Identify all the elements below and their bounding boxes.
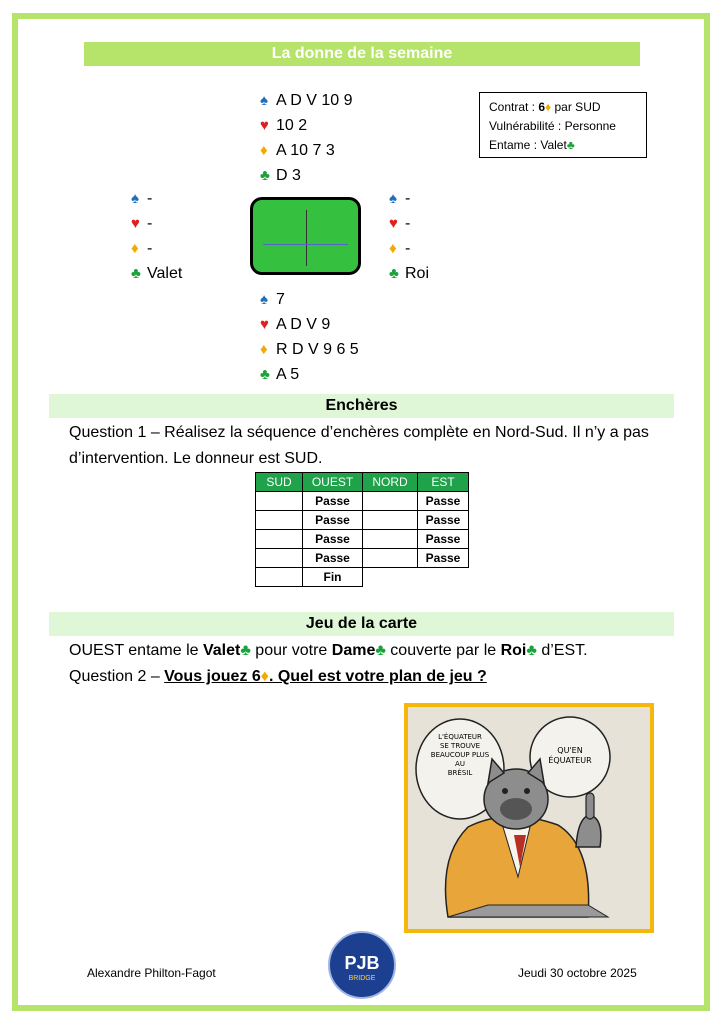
spade-icon: ♠: [389, 190, 397, 207]
question-2-text: Vous jouez 6: [164, 668, 261, 685]
contract-label: Contrat :: [489, 100, 539, 114]
south-hand: [260, 287, 359, 387]
east-clubs: Roi: [405, 265, 430, 282]
play-text: OUEST entame le: [69, 642, 203, 659]
bid-cell: Fin: [303, 568, 363, 587]
heart-icon: ♥: [260, 316, 269, 333]
question-2-text: . Quel est votre plan de jeu ?: [268, 668, 487, 685]
bid-cell: [363, 511, 418, 530]
bidding-table: [255, 472, 469, 587]
table-row: [256, 492, 469, 511]
club-icon: ♣: [131, 265, 141, 282]
col-sud: SUD: [256, 473, 303, 492]
spade-icon: ♠: [260, 92, 268, 109]
south-hearts: A D V 9: [276, 316, 331, 333]
bid-cell: [363, 549, 418, 568]
logo-text: PJB: [344, 953, 380, 973]
card-table-graphic: [250, 197, 361, 275]
east-spades: -: [405, 190, 411, 207]
bid-cell: [256, 568, 303, 587]
club-icon: ♣: [375, 642, 386, 659]
bid-cell: Passe: [303, 530, 363, 549]
south-clubs: A 5: [276, 366, 300, 383]
club-icon: ♣: [240, 642, 251, 659]
play-line-1: [69, 638, 689, 664]
bid-cell: Passe: [303, 549, 363, 568]
club-icon: ♣: [566, 138, 575, 152]
bid-cell: [363, 492, 418, 511]
north-hand: [260, 88, 353, 188]
play-text: couverte par le: [385, 642, 501, 659]
footer-author: Alexandre Philton-Fagot: [87, 966, 216, 980]
west-hand: [131, 186, 182, 286]
diamond-icon: ♦: [131, 240, 139, 257]
table-row: [256, 511, 469, 530]
lead-label: Entame : Valet: [489, 138, 567, 152]
bid-cell: Passe: [303, 492, 363, 511]
question-2-prefix: Question 2 –: [69, 668, 165, 685]
west-clubs: Valet: [147, 265, 183, 282]
page-title: La donne de la semaine: [84, 42, 640, 66]
south-diamonds: R D V 9 6 5: [276, 341, 359, 358]
diamond-icon: ♦: [260, 341, 268, 358]
table-vertical-line: [306, 210, 307, 266]
bid-cell: Passe: [418, 511, 469, 530]
west-hearts: -: [147, 215, 153, 232]
contract-level: 6: [538, 100, 546, 114]
bidding-heading: Enchères: [49, 394, 674, 418]
table-row: [256, 568, 469, 587]
bid-cell: Passe: [418, 549, 469, 568]
west-spades: -: [147, 190, 153, 207]
club-logo: [328, 931, 396, 999]
bid-cell: Passe: [418, 492, 469, 511]
club-icon: ♣: [389, 265, 399, 282]
bidding-header-row: [256, 473, 469, 492]
contract-by: par SUD: [551, 100, 601, 114]
question-1: Question 1 – Réalisez la séquence d’enchères complète en Nord-Sud. Il n’y a pas d’intervention. Le donneur est SUD.: [69, 424, 649, 467]
heart-icon: ♥: [260, 117, 269, 134]
north-spades: A D V 10 9: [276, 92, 353, 109]
bubble-right-text: QU'EN ÉQUATEUR: [548, 746, 592, 765]
club-icon: ♣: [260, 366, 270, 383]
card-valet: Valet: [202, 642, 241, 659]
logo-subtext: BRIDGE: [348, 975, 376, 982]
bid-cell: [256, 511, 303, 530]
south-spades: 7: [276, 291, 285, 308]
card-dame: Dame: [331, 642, 376, 659]
vulnerability: Vulnérabilité : Personne: [489, 119, 616, 133]
col-nord: NORD: [363, 473, 418, 492]
north-hearts: 10 2: [276, 117, 308, 134]
north-clubs: D 3: [276, 167, 301, 184]
diamond-icon: ♦: [545, 100, 552, 114]
east-hearts: -: [405, 215, 411, 232]
heart-icon: ♥: [131, 215, 140, 232]
bid-cell: [256, 530, 303, 549]
east-hand: [389, 186, 429, 286]
table-row: [256, 530, 469, 549]
heart-icon: ♥: [389, 215, 398, 232]
col-ouest: OUEST: [303, 473, 363, 492]
cartoon-image: [404, 703, 654, 933]
club-icon: ♣: [260, 167, 270, 184]
bid-cell: [256, 492, 303, 511]
question-2: [69, 664, 689, 690]
west-diamonds: -: [147, 240, 153, 257]
bid-cell: [256, 549, 303, 568]
bid-cell: Passe: [303, 511, 363, 530]
spade-icon: ♠: [260, 291, 268, 308]
north-diamonds: A 10 7 3: [276, 142, 335, 159]
contract-info-box: [479, 92, 647, 158]
table-horizontal-line: [263, 244, 348, 245]
diamond-icon: ♦: [260, 142, 268, 159]
east-diamonds: -: [405, 240, 411, 257]
play-heading: Jeu de la carte: [49, 612, 674, 636]
cartoon-cat-illustration: [408, 707, 650, 929]
play-text: d’EST.: [536, 642, 588, 659]
diamond-icon: ♦: [389, 240, 397, 257]
bid-cell: Passe: [418, 530, 469, 549]
diamond-icon: ♦: [260, 668, 269, 685]
spade-icon: ♠: [131, 190, 139, 207]
col-est: EST: [418, 473, 469, 492]
card-roi: Roi: [500, 642, 527, 659]
bid-cell: [363, 530, 418, 549]
bubble-left-text: L'ÉQUATEUR SE TROUVE BEAUCOUP PLUS AU BRÉSIL: [430, 733, 490, 777]
club-icon: ♣: [526, 642, 537, 659]
play-text: pour votre: [250, 642, 332, 659]
footer-date: Jeudi 30 octobre 2025: [518, 966, 637, 980]
table-row: [256, 549, 469, 568]
